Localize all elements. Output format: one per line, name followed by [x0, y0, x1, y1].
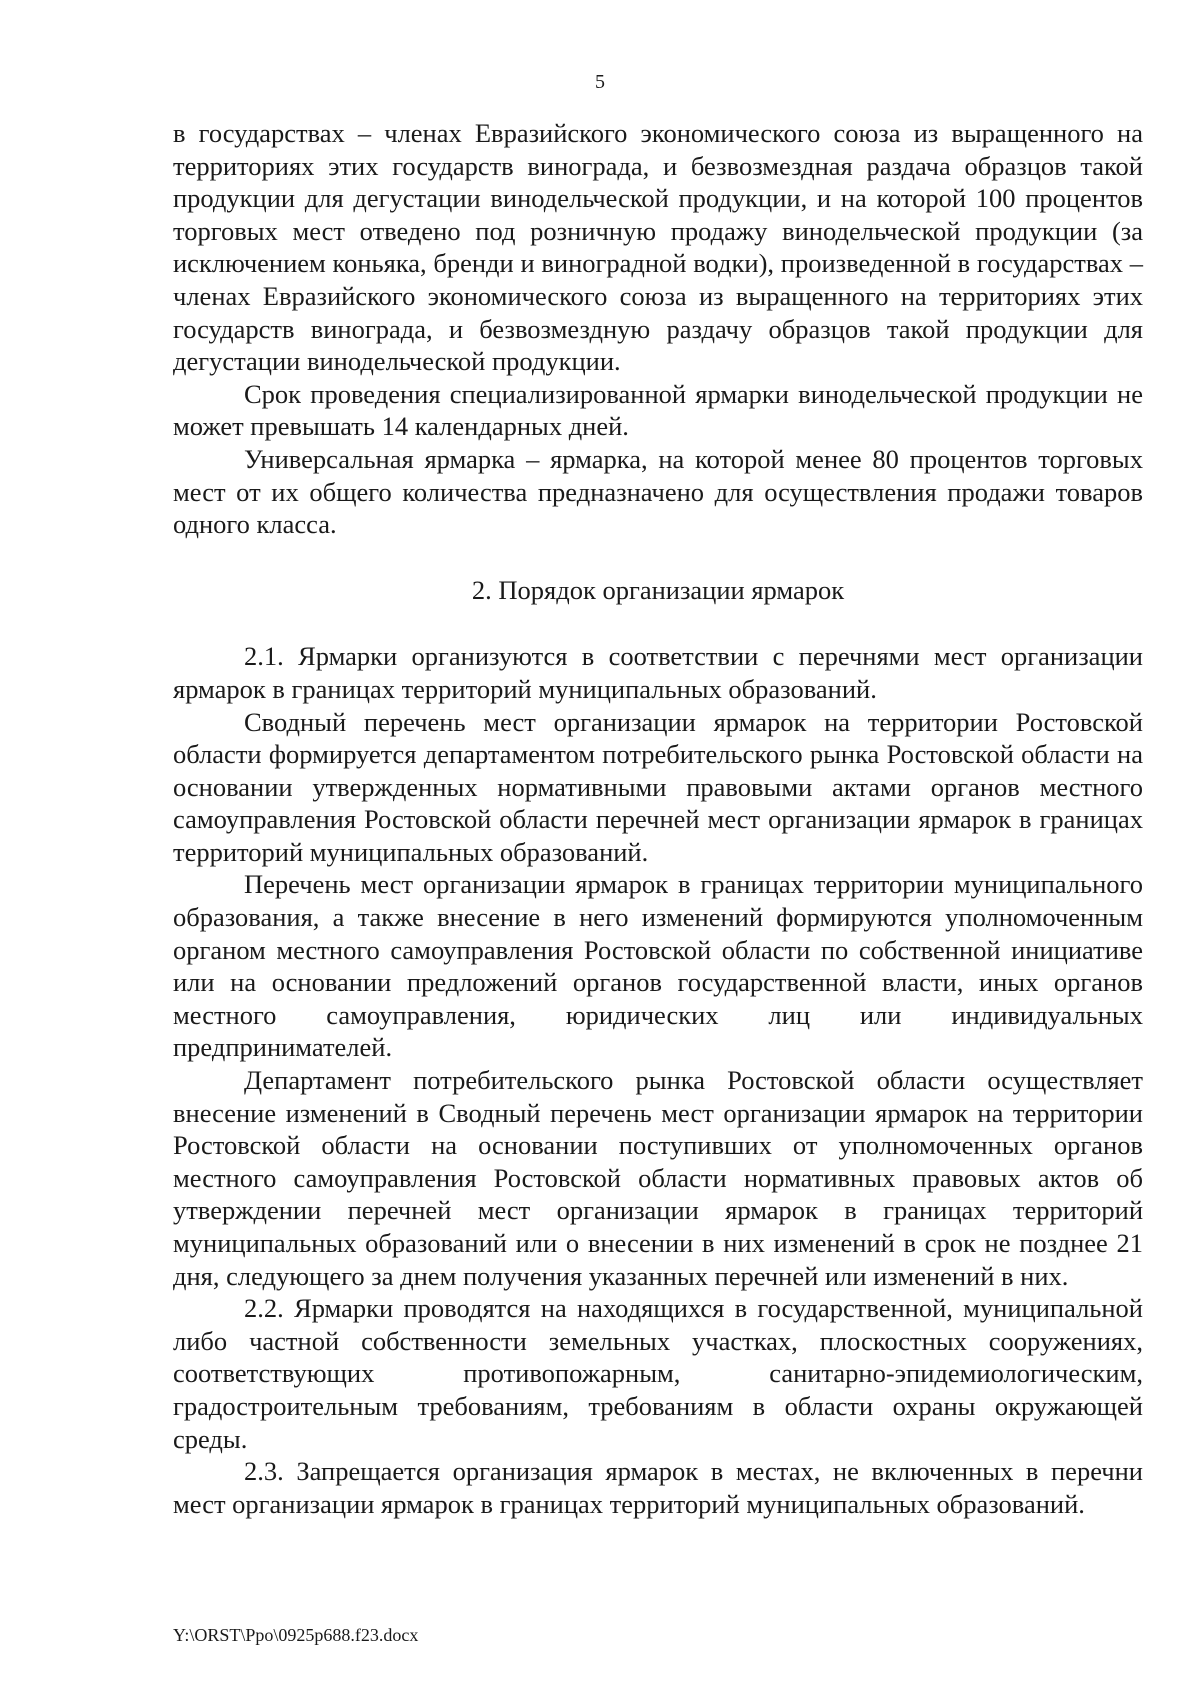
paragraph-continuation: в государствах – членах Евразийского экономического союза из выращенного на территориях этих государств винограда, и безвозмездная раздача образцов такой продукции для дегустации винодельческой продукции, и на которой 100 процентов торговых мест отведено под розничную продажу винодельческой продукции (за исключением коньяка, бренди и виноградной водки), произведенной в государствах – членах Евразийского экономического союза из выращенного на территориях этих государств винограда, и безвозмездную раздачу образцов такой продукции для дегустации винодельческой продукции. [173, 118, 1143, 377]
paragraph-department-changes: Департамент потребительского рынка Ростовской области осуществляет внесение изменений в Сводный перечень мест организации ярмарок на территории Ростовской области на основании поступивших от уполномоченных органов местного самоуправления Ростовской области нормативных правовых актов об утверждении перечней мест организации ярмарок в границах территорий муниципальных образований или о внесении в них изменений в срок не позднее 21 дня, следующего за днем получения указанных перечней или изменений в них. [173, 1065, 1143, 1291]
section-heading: 2. Порядок организации ярмарок [471, 574, 845, 605]
paragraph-universal-fair: Универсальная ярмарка – ярмарка, на которой менее 80 процентов торговых мест от их общего количества предназначено для осуществления продажи товаров одного класса. [173, 443, 1143, 540]
paragraph-2-3: 2.3. Запрещается организация ярмарок в местах, не включенных в перечни мест организации ярмарок в границах территорий муниципальных образований. [173, 1456, 1143, 1519]
paragraph-municipal-list: Перечень мест организации ярмарок в границах территории муниципального образования, а также внесение в него изменений формируются уполномоченным органом местного самоуправления Ростовской области по собственной инициативе или на основании предложений органов государственной власти, иных органов местного самоуправления, юридических лиц или индивидуальных предпринимателей. [173, 869, 1143, 1063]
paragraph-fair-duration: Срок проведения специализированной ярмарки винодельческой продукции не может превышать 14 календарных дней. [173, 378, 1143, 442]
paragraph-2-1: 2.1. Ярмарки организуются в соответствии с перечнями мест организации ярмарок в границах территорий муниципальных образований. [173, 641, 1143, 704]
page-number: 5 [595, 71, 605, 93]
paragraph-2-2: 2.2. Ярмарки проводятся на находящихся в государственной, муниципальной либо частной собственности земельных участках, плоскостных сооружениях, соответствующих противопожарным, санитарно-эпидемиологическим, градостроительным требованиям, требованиям в области охраны окружающей среды. [173, 1293, 1143, 1454]
document-body [173, 117, 1143, 1520]
paragraph-consolidated-list: Сводный перечень мест организации ярмарок на территории Ростовской области формируется департаментом потребительского рынка Ростовской области на основании утвержденных нормативными правовыми актами органов местного самоуправления Ростовской области перечней мест организации ярмарок в границах территорий муниципальных образований. [173, 706, 1143, 867]
file-path-footer: Y:\ORST\Ppo\0925p688.f23.docx [173, 1625, 419, 1645]
